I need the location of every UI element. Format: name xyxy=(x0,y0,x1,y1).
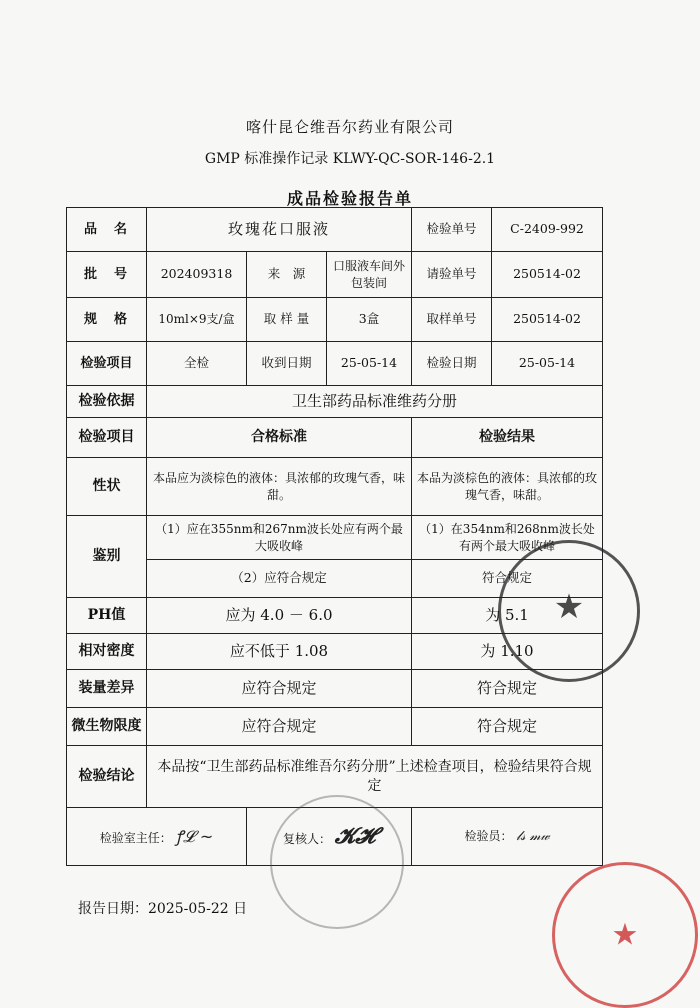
results-result-header: 检验结果 xyxy=(412,418,603,458)
report-date: 报告日期：2025-05-22 日 xyxy=(78,901,248,917)
result-standard-identification-1: （1）应在355nm和267nm波长处应有两个最大吸收峰 xyxy=(147,516,412,560)
result-value-microbial: 符合规定 xyxy=(412,708,603,746)
result-item-fill-variation: 装量差异 xyxy=(67,670,147,708)
results-standard-header: 合格标准 xyxy=(147,418,412,458)
source-label: 来 源 xyxy=(247,252,327,298)
table-row xyxy=(67,516,603,560)
result-item-appearance: 性状 xyxy=(67,458,147,516)
result-standard-microbial: 应符合规定 xyxy=(147,708,412,746)
basis-value: 卫生部药品标准维药分册 xyxy=(147,386,603,418)
report-title: 成品检验报告单 xyxy=(286,189,413,208)
result-value-identification-2: 符合规定 xyxy=(412,560,603,598)
receive-date-label: 收到日期 xyxy=(247,342,327,386)
result-standard-identification-2: （2）应符合规定 xyxy=(147,560,412,598)
result-item-density: 相对密度 xyxy=(67,634,147,670)
inspection-no-label: 检验单号 xyxy=(412,208,492,252)
results-item-header: 检验项目 xyxy=(67,418,147,458)
product-name-value: 玫瑰花口服液 xyxy=(147,208,412,252)
sample-no-value: 250514-02 xyxy=(492,298,603,342)
item-label: 检验项目 xyxy=(67,342,147,386)
company-seal-icon: ★ xyxy=(498,540,640,682)
check-date-value: 25-05-14 xyxy=(492,342,603,386)
table-row xyxy=(67,386,603,418)
check-date-label: 检验日期 xyxy=(412,342,492,386)
inspector-label: 检验员： xyxy=(464,828,513,843)
result-item-identification: 鉴别 xyxy=(67,516,147,598)
result-value-appearance: 本品为淡棕色的液体：具浓郁的玫瑰气香，味甜。 xyxy=(412,458,603,516)
reviewer-label: 复核人： xyxy=(282,831,331,846)
receive-date-value: 25-05-14 xyxy=(327,342,412,386)
document-number: GMP 标准操作记录 KLWY-QC-SOR-146-2.1 xyxy=(204,151,496,167)
request-no-value: 250514-02 xyxy=(492,252,603,298)
result-standard-appearance: 本品应为淡棕色的液体：具浓郁的玫瑰气香，味甜。 xyxy=(147,458,412,516)
faint-seal-icon xyxy=(270,795,404,929)
product-name-label: 品 名 xyxy=(67,208,147,252)
result-standard-density: 应不低于 1.08 xyxy=(147,634,412,670)
red-quality-seal-icon: ★ xyxy=(552,862,698,1008)
conclusion-text: 本品按“卫生部药品标准维吾尔药分册”上述检查项目，检验结果符合规定 xyxy=(147,746,603,808)
sample-no-label: 取样单号 xyxy=(412,298,492,342)
inspection-no-value: C-2409-992 xyxy=(492,208,603,252)
inspector-handwriting-icon: 𝓁𝓈 𝓂𝓌 xyxy=(516,828,550,844)
table-row xyxy=(67,458,603,516)
result-value-fill-variation: 符合规定 xyxy=(412,670,603,708)
result-item-ph: PH值 xyxy=(67,598,147,634)
result-item-microbial: 微生物限度 xyxy=(67,708,147,746)
table-row xyxy=(67,418,603,458)
basis-label: 检验依据 xyxy=(67,386,147,418)
result-standard-ph: 应为 4.0 － 6.0 xyxy=(147,598,412,634)
inspector-signature xyxy=(412,808,603,866)
source-value: 口服液车间外包装间 xyxy=(327,252,412,298)
table-row xyxy=(67,708,603,746)
request-no-label: 请验单号 xyxy=(412,252,492,298)
item-value: 全检 xyxy=(147,342,247,386)
reviewer-handwriting-icon: 𝓚𝓗 xyxy=(334,823,376,849)
batch-label: 批 号 xyxy=(67,252,147,298)
spec-value: 10ml×9支/盒 xyxy=(147,298,247,342)
sample-qty-value: 3盒 xyxy=(327,298,412,342)
table-row xyxy=(67,342,603,386)
table-row xyxy=(67,298,603,342)
table-row xyxy=(67,208,603,252)
result-standard-fill-variation: 应符合规定 xyxy=(147,670,412,708)
company-name: 喀什昆仑维吾尔药业有限公司 xyxy=(245,118,454,136)
supervisor-signature xyxy=(67,808,247,866)
result-value-identification-1: （1）在354nm和268nm波长处有两个最大吸收峰 xyxy=(412,516,603,560)
batch-value: 202409318 xyxy=(147,252,247,298)
sample-qty-label: 取 样 量 xyxy=(247,298,327,342)
table-row xyxy=(67,670,603,708)
result-value-density: 为 1.10 xyxy=(412,634,603,670)
supervisor-handwriting-icon: ꝭ𝓛 ~ xyxy=(175,826,214,846)
table-row xyxy=(67,252,603,298)
supervisor-label: 检验室主任： xyxy=(99,830,172,845)
conclusion-label: 检验结论 xyxy=(67,746,147,808)
spec-label: 规 格 xyxy=(67,298,147,342)
result-value-ph: 为 5.1 xyxy=(412,598,603,634)
inspection-table xyxy=(66,207,603,866)
